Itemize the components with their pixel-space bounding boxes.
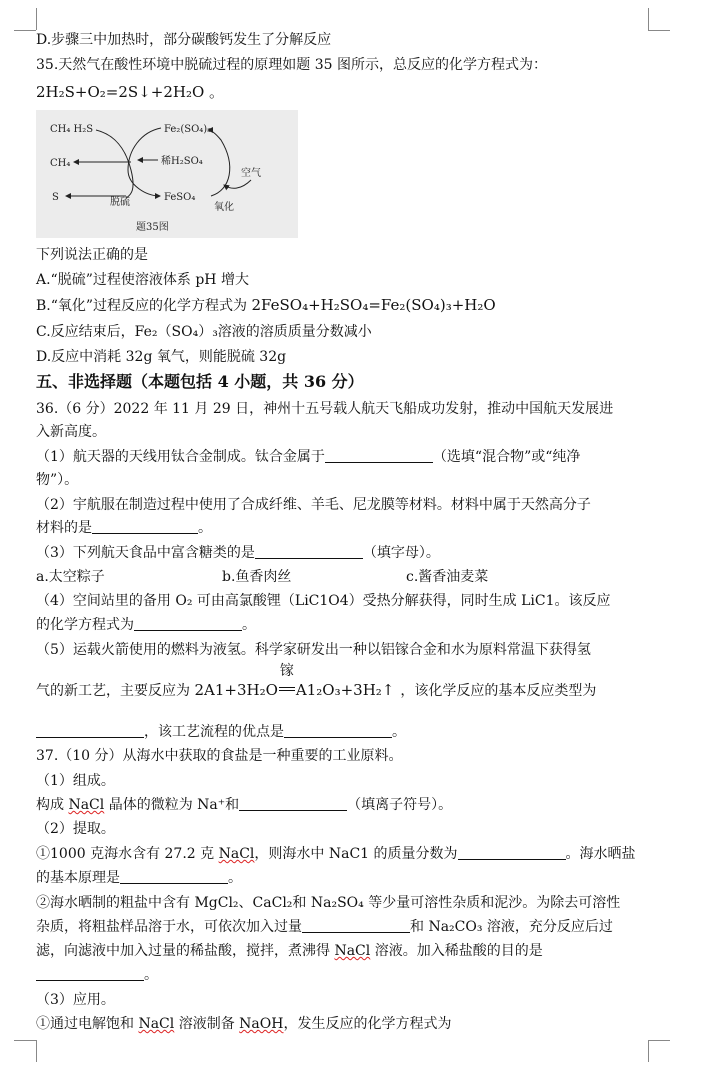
answer-blank-q37-2c[interactable] [302, 918, 410, 933]
q36-part2-cont [36, 518, 689, 538]
label-h2so4: 稀H₂SO₄ [161, 156, 203, 167]
q37-part1-text: 构成 [36, 797, 69, 813]
option-c: C.反应结束后，Fe₂（SO₄）₃溶液的溶质质量分数减小 [36, 324, 372, 340]
q37-part2c: ②海水晒制的粗盐中含有 MgCl₂、CaCl₂和 Na₂SO₄ 等少量可溶性杂质和泥沙。为除去可溶性 [36, 895, 621, 911]
q36-part1-text: （1）航天器的天线用钛合金制成。钛合金属于 [36, 449, 325, 465]
q37-part2d [36, 917, 689, 937]
q37-part2a-end: 。海水晒盐 [565, 846, 636, 862]
q37-part3a-end: ，发生反应的化学方程式为 [283, 1016, 452, 1032]
answer-blank-q36-5a[interactable] [36, 723, 144, 738]
answer-blank-q36-4[interactable] [134, 616, 242, 631]
answer-blank-q36-5b[interactable] [284, 723, 392, 738]
choice-a: a.太空粽子 [36, 569, 105, 585]
label-air: 空气 [241, 168, 261, 179]
q37-part2a-text: ①1000 克海水含有 27.2 克 [36, 846, 219, 862]
q36-part5-answers [36, 722, 689, 742]
q36-part4-end: 。 [242, 617, 256, 633]
label-s: S [52, 192, 59, 203]
q37-part2d-text: 杂质，将粗盐样品溶于水，可依次加入过量 [36, 919, 302, 935]
q37-part1-title: （1）组成。 [36, 773, 115, 789]
reaction-condition [278, 663, 296, 703]
q36-part3 [36, 543, 689, 563]
crop-mark-bottom-left [36, 1040, 37, 1062]
q36-part1 [36, 447, 689, 467]
nacl-term: NaCl [334, 943, 371, 959]
answer-blank-q37-2b[interactable] [120, 869, 228, 884]
q37-stem: 37.（10 分）从海水中获取的食盐是一种重要的工业原料。 [36, 748, 403, 764]
crop-mark-top-left [36, 8, 37, 30]
section-five-title: 五、非选择题（本题包括 4 小题，共 36 分） [36, 372, 364, 391]
answer-blank-q36-1[interactable] [325, 448, 433, 463]
q36-part5-equation-line [36, 663, 689, 703]
option-b-text: B.“氧化”过程反应的化学方程式为 [36, 298, 252, 314]
label-feso4: FeSO₄ [164, 192, 196, 203]
q36-part5-advantage: ，该工艺流程的优点是 [144, 724, 284, 740]
naoh-term: NaOH [239, 1016, 284, 1032]
answer-blank-q36-2[interactable] [92, 519, 198, 534]
q36-part2-end: 。 [198, 520, 212, 536]
label-desulfurization: 脱硫 [110, 197, 130, 208]
question-35-prompt: 下列说法正确的是 [36, 247, 148, 263]
q37-part2e-end: 溶液。加入稀盐酸的目的是 [370, 943, 543, 959]
answer-blank-q37-1[interactable] [239, 796, 347, 811]
q36-part1-cont: 物”）。 [36, 472, 79, 488]
q36-part2-text: 材料的是 [36, 520, 92, 536]
equation-35: 2H₂S+O₂=2S↓+2H₂O 。 [36, 83, 225, 101]
q36-stem-2: 入新高度。 [36, 424, 106, 440]
choice-b: b.鱼香肉丝 [222, 569, 292, 585]
figure-caption: 题35图 [136, 222, 169, 233]
crop-mark-top-left-h [14, 30, 36, 31]
q37-part1-hint: （填离子符号）。 [347, 797, 453, 813]
nacl-term: NaCl [218, 846, 255, 862]
crop-mark-bottom-right [648, 1040, 649, 1062]
q36-part5-eq-right: A1₂O₃+3H₂↑ [295, 681, 395, 699]
label-ch4-h2s: CH₄ H₂S [50, 124, 94, 135]
q37-part2a [36, 844, 689, 864]
q37-part2e [36, 941, 689, 961]
q37-part2f-end: 。 [144, 967, 158, 983]
q37-part2a-mid: ，则海水中 NaC1 的质量分数为 [254, 846, 458, 862]
question-35-stem: 35.天然气在酸性环境中脱硫过程的原理如题 35 图所示，总反应的化学方程式为： [36, 57, 547, 73]
q36-part4: （4）空间站里的备用 O₂ 可由高氯酸锂（LiC1O4）受热分解获得，同时生成 LiC1。该反应 [36, 593, 611, 609]
nacl-term: NaCl [68, 797, 105, 813]
crop-mark-bottom-left-h [14, 1040, 36, 1041]
q37-part2b [36, 868, 689, 888]
q37-part2b-end: 。 [228, 870, 242, 886]
answer-blank-q36-3[interactable] [255, 544, 363, 559]
q36-part5-question: ，该化学反应的基本反应类型为 [400, 683, 597, 699]
answer-blank-q37-2a[interactable] [458, 845, 566, 860]
nacl-term: NaCl [138, 1016, 175, 1032]
figure-35 [36, 110, 298, 238]
q37-part3a [36, 1014, 689, 1034]
equals-sign [279, 687, 295, 691]
q36-part3-hint: （填字母）。 [362, 545, 440, 561]
q37-part2f [36, 965, 689, 985]
q36-part5: （5）运载火箭使用的燃料为液氢。科学家研发出一种以铝镓合金和水为原料常温下获得氢 [36, 642, 591, 658]
q37-part3-title: （3）应用。 [36, 992, 115, 1008]
q36-part5-text: 气的新工艺，主要反应为 [36, 683, 195, 699]
q37-part1 [36, 795, 689, 815]
q36-part2: （2）宇航服在制造过程中使用了合成纤维、羊毛、尼龙膜等材料。材料中属于天然高分子 [36, 497, 591, 513]
label-oxidation: 氧化 [214, 202, 234, 213]
desulf-curve [96, 130, 133, 198]
crop-mark-top-right [648, 8, 649, 30]
option-b [36, 295, 689, 316]
crop-mark-bottom-right-h [648, 1040, 670, 1041]
arrow-air [224, 180, 251, 188]
q37-part2d-end: 和 Na₂CO₃ 溶液，充分反应后过 [410, 919, 613, 935]
q36-part4-cont [36, 615, 689, 635]
catalyst-label: 镓 [279, 663, 294, 679]
q36-stem-1: 36.（6 分）2022 年 11 月 29 日，神州十五号载人航天飞船成功发射，推动中国航天发展进 [36, 401, 614, 417]
answer-blank-q37-2d[interactable] [36, 966, 144, 981]
q36-part4-text: 的化学方程式为 [36, 617, 134, 633]
q37-part2e-text: 滤，向滤液中加入过量的稀盐酸，搅拌，煮沸得 [36, 943, 335, 959]
q36-part5-end: 。 [392, 724, 406, 740]
label-ch4: CH₄ [50, 158, 71, 169]
q37-part2-title: （2）提取。 [36, 821, 115, 837]
option-d: D.反应中消耗 32g 氧气，则能脱硫 32g [36, 349, 287, 365]
choice-c: c.酱香油麦菜 [406, 569, 489, 585]
q37-part3a-text: ①通过电解饱和 [36, 1016, 139, 1032]
q37-part2b-text: 的基本原理是 [36, 870, 120, 886]
option-b-equation: 2FeSO₄+H₂SO₄=Fe₂(SO₄)₃+H₂O [251, 296, 496, 314]
q37-part1-mid: 晶体的微粒为 Na⁺和 [104, 797, 240, 813]
figure-35-diagram [36, 110, 298, 238]
q36-part5-eq-left: 2A1+3H₂O [194, 681, 278, 699]
option-d-q34: D.步骤三中加热时，部分碳酸钙发生了分解反应 [36, 32, 332, 48]
option-a: A.“脱硫”过程使溶液体系 pH 增大 [36, 272, 249, 288]
q37-part3a-mid: 溶液制备 [174, 1016, 240, 1032]
label-fe2so43: Fe₂(SO₄)₃ [164, 124, 212, 135]
q36-part3-text: （3）下列航天食品中富含糖类的是 [36, 545, 255, 561]
q36-part1-hint: （选填“混合物”或“纯净 [432, 449, 581, 465]
